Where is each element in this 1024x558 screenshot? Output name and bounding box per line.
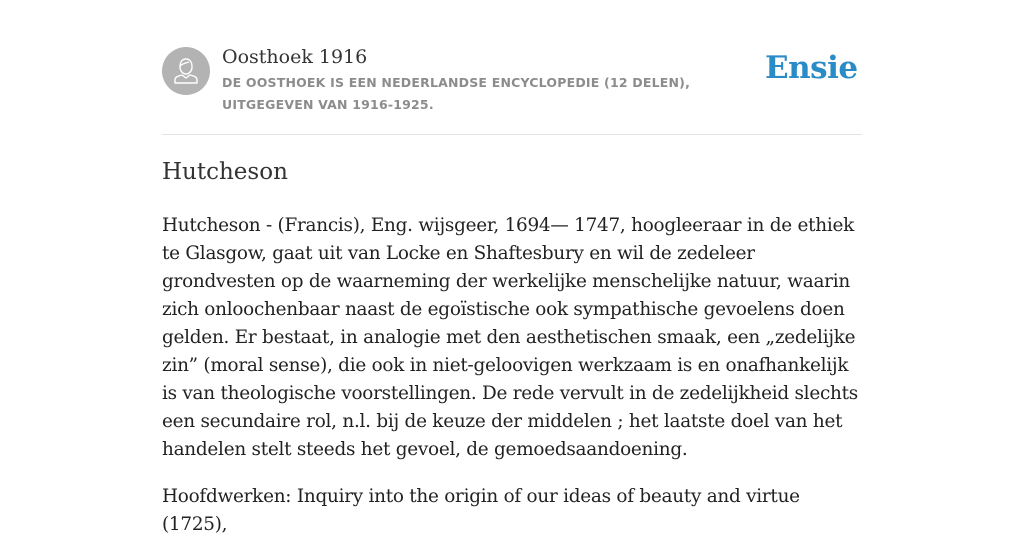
source-title[interactable]: Oosthoek 1916 [222, 46, 368, 68]
user-icon [162, 47, 210, 95]
entry-paragraph: Hoofdwerken: Inquiry into the origin of our ideas of beauty and virtue (1725), [162, 486, 800, 535]
page-container [162, 0, 862, 535]
entry-body [162, 212, 867, 558]
source-description: DE OOSTHOEK IS EEN NEDERLANDSE ENCYCLOPEDIE (12 DELEN), UITGEGEVEN VAN 1916-1925. [222, 75, 691, 112]
source-avatar[interactable] [162, 47, 210, 95]
source-header [162, 0, 862, 135]
entry-title: Hutcheson [162, 159, 288, 185]
ensie-logo[interactable]: Ensie [765, 50, 858, 86]
entry-paragraph: Hutcheson - (Francis), Eng. wijsgeer, 1694— 1747, hoogleeraar in de ethiek te Glasgow, gaat uit van Locke en Shaftesbury en wil de zedeleer grondvesten op de waarneming der werkelijke menschelijke natuur, waarin zich onloochenbaar naast de egoïstische ook sympathische gevoelens doen gelden. Er bestaat, in analogie met den aesthetischen smaak, een „zedelijke zin” (moral sense), die ook in niet-geloovigen werkzaam is en onafhankelijk is van theologische voorstellingen. De rede vervult in de zedelijkheid slechts een secundaire rol, n.l. bij de keuze der middelen ; het laatste doel van het handelen stelt steeds het gevoel, de gemoedsaandoening. [162, 215, 858, 460]
